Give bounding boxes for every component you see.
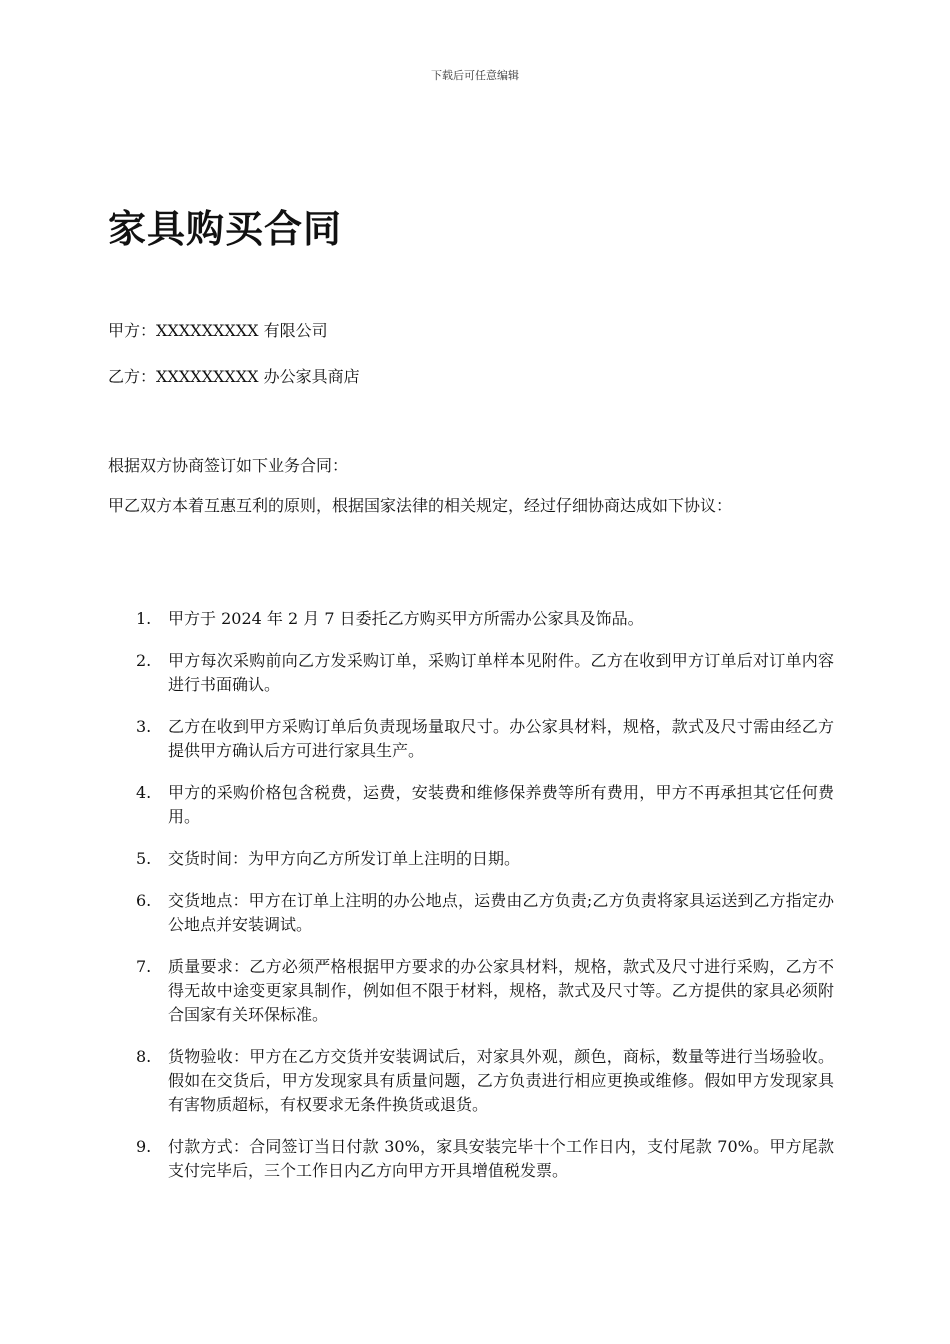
- clause-item: [108, 1045, 834, 1117]
- clause-text: 乙方在收到甲方采购订单后负责现场量取尺寸。办公家具材料，规格，款式及尺寸需由经乙方提供甲方确认后方可进行家具生产。: [168, 717, 834, 760]
- clause-text: 交货时间：为甲方向乙方所发订单上注明的日期。: [168, 849, 521, 868]
- clause-number: 6.: [136, 891, 152, 910]
- clause-number: 7.: [136, 957, 152, 976]
- clause-text: 质量要求：乙方必须严格根据甲方要求的办公家具材料，规格，款式及尺寸进行采购，乙方不得无故中途变更家具制作，例如但不限于材料，规格，款式及尺寸等。乙方提供的家具必须附合国家有关环保标准。: [168, 957, 834, 1024]
- clause-item: [108, 781, 834, 829]
- clause-text: 货物验收：甲方在乙方交货并安装调试后，对家具外观，颜色，商标，数量等进行当场验收。假如在交货后，甲方发现家具有质量问题，乙方负责进行相应更换或维修。假如甲方发现家具有害物质超标，有权要求无条件换货或退货。: [168, 1047, 834, 1114]
- header-note: 下载后可任意编辑: [431, 69, 519, 82]
- party-b-line: 乙方：XXXXXXXXX 办公家具商店: [108, 367, 360, 386]
- clause-item: [108, 649, 834, 697]
- clause-number: 3.: [136, 717, 152, 736]
- clause-number: 5.: [136, 849, 152, 868]
- clause-text: 付款方式：合同签订当日付款 30%，家具安装完毕十个工作日内，支付尾款 70%。甲方尾款支付完毕后，三个工作日内乙方向甲方开具增值税发票。: [168, 1137, 834, 1180]
- document-title: 家具购买合同: [108, 206, 343, 251]
- clause-list: [108, 607, 834, 1201]
- clause-number: 8.: [136, 1047, 152, 1066]
- clause-number: 4.: [136, 783, 152, 802]
- party-a-line: 甲方：XXXXXXXXX 有限公司: [108, 321, 328, 340]
- clause-number: 2.: [136, 651, 152, 670]
- clause-text: 甲方的采购价格包含税费，运费，安装费和维修保养费等所有费用，甲方不再承担其它任何费用。: [168, 783, 834, 826]
- clause-item: [108, 847, 834, 871]
- clause-item: [108, 955, 834, 1027]
- clause-text: 交货地点：甲方在订单上注明的办公地点，运费由乙方负责;乙方负责将家具运送到乙方指定办公地点并安装调试。: [168, 891, 834, 934]
- clause-item: [108, 715, 834, 763]
- intro-paragraph: 甲乙双方本着互惠互利的原则，根据国家法律的相关规定，经过仔细协商达成如下协议：: [108, 496, 733, 515]
- clause-number: 1.: [136, 609, 152, 628]
- clause-number: 9.: [136, 1137, 152, 1156]
- clause-text: 甲方每次采购前向乙方发采购订单，采购订单样本见附件。乙方在收到甲方订单后对订单内容进行书面确认。: [168, 651, 834, 694]
- clause-item: [108, 1135, 834, 1183]
- clause-item: [108, 889, 834, 937]
- intro-paragraph: 根据双方协商签订如下业务合同：: [108, 456, 349, 475]
- clause-text: 甲方于 2024 年 2 月 7 日委托乙方购买甲方所需办公家具及饰品。: [168, 609, 644, 628]
- clause-item: [108, 607, 834, 631]
